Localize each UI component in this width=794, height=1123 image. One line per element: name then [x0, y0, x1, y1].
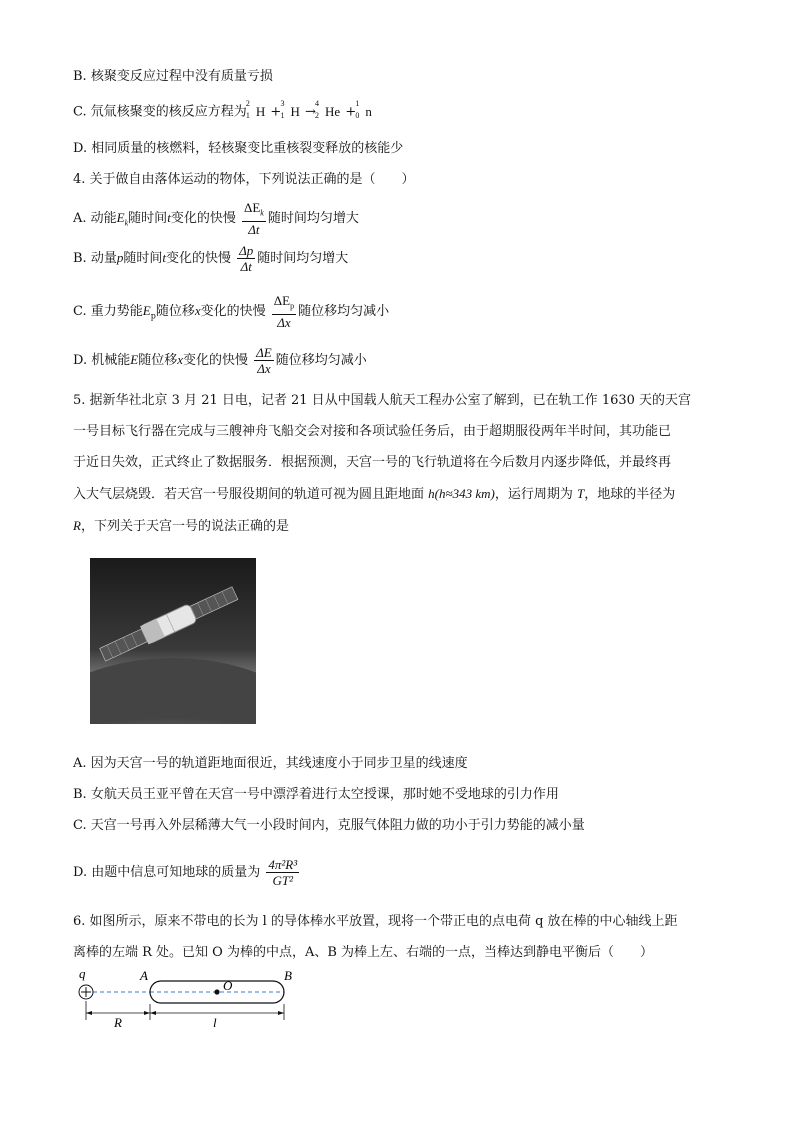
q4-option-b: B. 动量p随时间t变化的快慢 $\frac{\Delta p}{\Delta t}$ 随时间均匀增大 — [73, 243, 349, 274]
label-o: O — [223, 978, 233, 993]
q5-option-d: D. 由题中信息可知地球的质量为 $\frac{\text{4π²R³}}{\text{GT²}}$ — [73, 857, 298, 888]
fraction-dE-dx: $\frac{\Delta E}{\Delta x}$ — [256, 345, 272, 376]
fraction-dEp-dx: $\frac{\Delta E_p}{\Delta x}$ — [273, 293, 295, 330]
q4-stem: 4. 关于做自由落体运动的物体，下列说法正确的是（ ） — [73, 172, 415, 187]
q5-stem: 5. 据新华社北京 3 月 21 日电，记者 21 日从中国载人航天工程办公室了解到，已在轨工作 1630 天的天宫 一号目标飞行器在完成与三艘神舟飞船交会对接和各项试验任务后，由于超期服役两年半时间，其功能已 于近日失效，正式终止了数据服务．根据预测，天宫一号的飞行轨道将在今后数月内逐步降低，并最终再 入大气层烧毁．若天宫一号服役期间的轨道可视为圆且距地面 h(h≈343 km)，运行周期为 T，地球的半径为 R，下列关于天宫一号的说法正确的是 — [73, 393, 692, 534]
midpoint-o — [214, 989, 219, 994]
q5-option-c: C. 天宫一号再入外层稀薄大气一小段时间内，克服气体阻力做的功小于引力势能的减小量 — [73, 818, 585, 833]
label-r: R — [114, 1015, 122, 1030]
isotope-h3: 3 1 H — [280, 99, 300, 120]
q5-option-b: B. 女航天员王亚平曾在天宫一号中漂浮着进行太空授课，那时她不受地球的引力作用 — [73, 787, 559, 802]
label-b: B — [284, 968, 292, 983]
fraction-dEk-dt: $\frac{\Delta E_k}{\Delta t}$ — [243, 200, 264, 237]
isotope-he4: 4 2 He — [315, 99, 341, 120]
label-q: q — [79, 968, 86, 981]
q3-option-b: B. 核聚变反应过程中没有质量亏损 — [73, 69, 273, 84]
conductor-rod-diagram — [76, 968, 306, 1030]
tiangong-photo — [90, 558, 256, 724]
label-a: A — [140, 968, 148, 983]
isotope-h2: 2 1 H — [245, 99, 266, 120]
q4-option-c: C. 重力势能$E_p$随位移x变化的快慢 $\frac{\Delta E_p}{\Delta x}$ 随位移均匀减小 — [73, 293, 390, 330]
isotope-neutron: 1 0 n — [355, 99, 372, 120]
q4-option-a: A. 动能$E_k$随时间t变化的快慢 $\frac{\Delta E_k}{\Delta t}$ 随时间均匀增大 — [73, 200, 359, 237]
q6-stem: 6. 如图所示，原来不带电的长为 l 的导体棒水平放置，现将一个带正电的点电荷 q 放在棒的中心轴线上距 离棒的左端 R 处。已知 O 为棒的中点，A、B 为棒上左、右端的一点，当棒达到静电平衡后（ ） — [73, 914, 678, 960]
q4-option-d: D. 机械能E随位移x变化的快慢 $\frac{\Delta E}{\Delta x}$ 随位移均匀减小 — [73, 345, 367, 376]
fraction-earth-mass: $\frac{\text{4π²R³}}{\text{GT²}}$ — [268, 857, 298, 888]
q3-option-c: C. 氘氚核聚变的核反应方程为 2 1 H + 3 1 H → 4 2 He + 1 0 n — [73, 99, 372, 120]
q3-option-d: D. 相同质量的核燃料，轻核聚变比重核裂变释放的核能少 — [73, 141, 404, 156]
q5-option-a: A. 因为天宫一号的轨道距地面很近，其线速度小于同步卫星的线速度 — [73, 756, 468, 771]
label-l: l — [213, 1015, 217, 1030]
fraction-dp-dt: $\frac{\Delta p}{\Delta t}$ — [239, 243, 254, 274]
